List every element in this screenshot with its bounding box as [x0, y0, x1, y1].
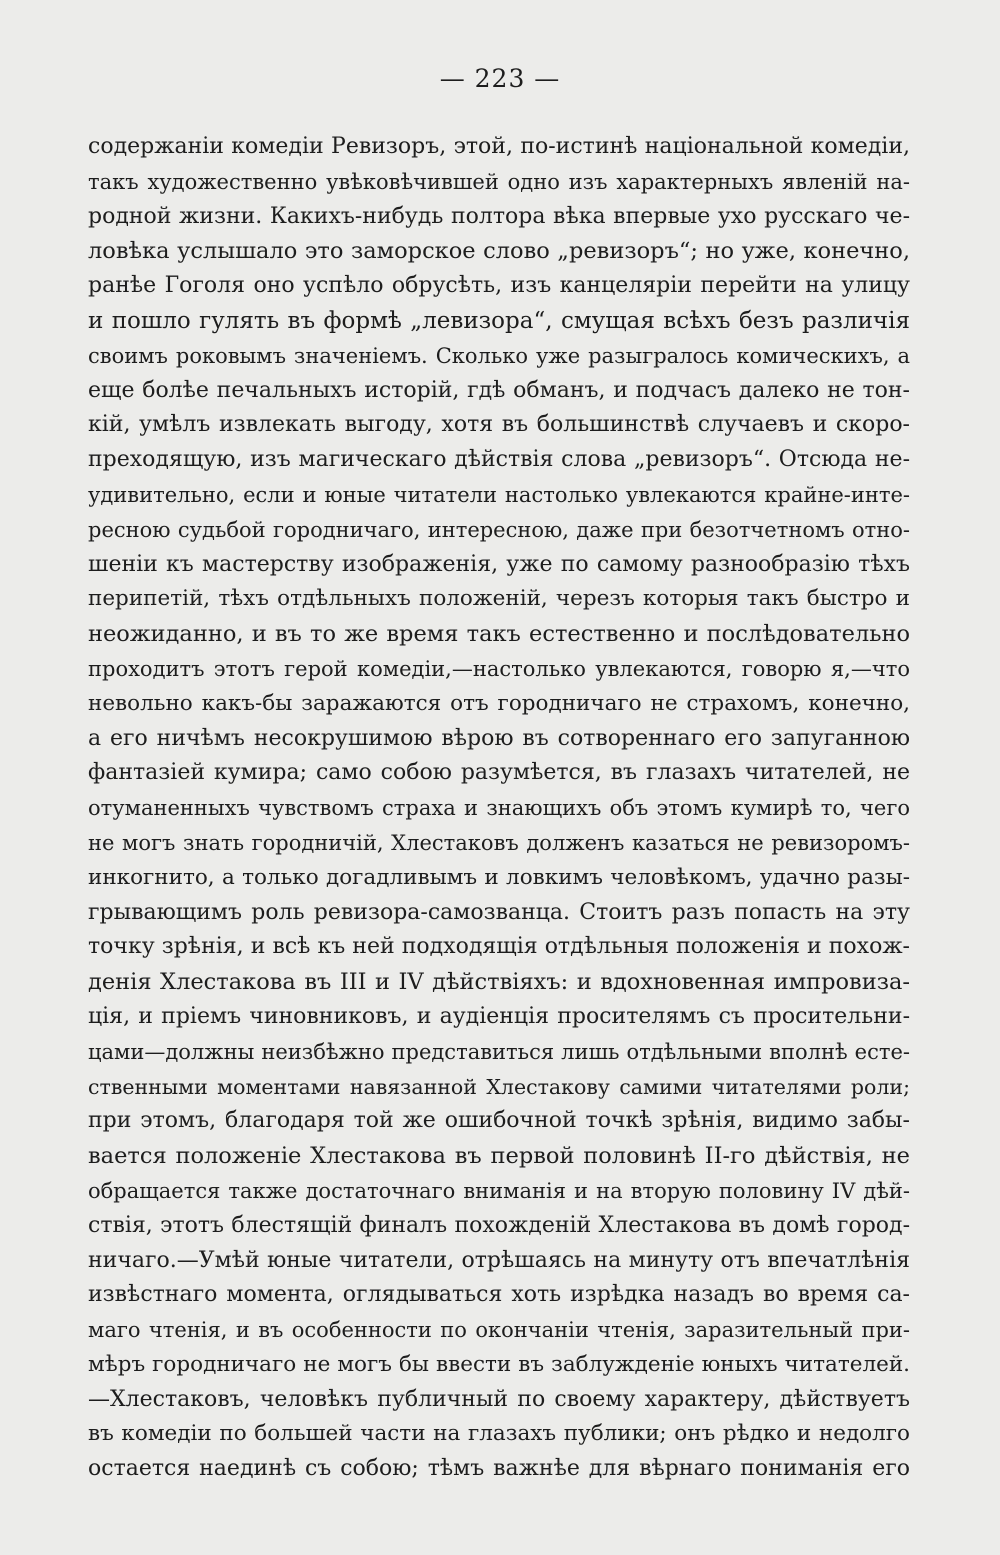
- text-line: грывающимъ роль ревизора-самозванца. Стоитъ разъ попасть на эту: [88, 899, 910, 925]
- text-line: отуманенныхъ чувствомъ страха и знающихъ объ этомъ кумирѣ то, чего: [88, 796, 910, 821]
- text-line: перипетiй, тѣхъ отдѣльныхъ положенiй, черезъ которыя такъ быстро и: [88, 586, 910, 612]
- text-line: кiй, умѣлъ извлекать выгоду, хотя въ большинствѣ случаевъ и скоро-: [88, 412, 910, 438]
- text-line: проходитъ этотъ герой комедiи,—настолько увлекаются, говорю я,—что: [88, 656, 910, 681]
- text-line: удивительно, если и юные читатели настолько увлекаются крайне-инте-: [88, 482, 910, 507]
- text-line: вается положенiе Хлестакова въ первой половинѣ II-го дѣйствiя, не: [88, 1143, 910, 1170]
- text-line: ничаго.—Умѣй юные читатели, отрѣшаясь на минуту отъ впечатлѣнiя: [88, 1247, 910, 1273]
- text-line: еще болѣе печальныхъ исторiй, гдѣ обманъ, и подчасъ далеко не тон-: [88, 377, 910, 403]
- text-line: фантазiей кумира; само собою разумѣется, въ глазахъ читателей, не: [88, 760, 910, 786]
- text-line: остается наединѣ съ собою; тѣмъ важнѣе для вѣрнаго пониманiя его: [88, 1456, 910, 1482]
- text-line: при этомъ, благодаря той же ошибочной точкѣ зрѣнiя, видимо забы-: [88, 1108, 910, 1134]
- text-line: такъ художественно увѣковѣчившей одно изъ характерныхъ явленiй на-: [88, 169, 910, 194]
- text-line: ловѣка услышало это заморское слово „ревизоръ“; но уже, конечно,: [88, 238, 910, 265]
- text-line: точку зрѣнiя, и всѣ къ ней подходящiя отдѣльныя положенiя и похож-: [88, 934, 910, 960]
- text-line: невольно какъ-бы заражаются отъ городничаго не страхомъ, конечно,: [88, 690, 910, 716]
- text-line: содержанiи комедiи Ревизоръ, этой, по-истинѣ нацiональной комедiи,: [88, 134, 910, 159]
- text-line: въ комедiи по большей части на глазахъ публики; онъ рѣдко и недолго: [88, 1421, 910, 1447]
- text-line: извѣстнаго момента, оглядываться хоть изрѣдка назадъ во время са-: [88, 1282, 910, 1308]
- text-line: ресною судьбой городничаго, интересною, даже при безотчетномъ отно-: [88, 517, 910, 542]
- text-line: и пошло гулять въ формѣ „левизора“, смущая всѣхъ безъ различiя: [88, 307, 910, 334]
- text-line: ранѣе Гоголя оно успѣло обрусѣть, изъ канцелярiи перейти на улицу: [88, 273, 910, 299]
- text-line: цiя, и прiемъ чиновниковъ, и аудiенцiя просителямъ съ просительни-: [88, 1003, 910, 1029]
- text-line: денiя Хлестакова въ III и IV дѣйствiяхъ: и вдохновенная импровиза-: [88, 969, 910, 996]
- text-line: а его ничѣмъ несокрушимою вѣрою въ сотвореннаго его запуганною: [88, 725, 910, 751]
- text-line: своимъ роковымъ значенiемъ. Сколько уже разыгралось комическихъ, а: [88, 343, 910, 368]
- text-line: ствiя, этотъ блестящiй финалъ похожденiй Хлестакова въ домѣ город-: [88, 1212, 910, 1238]
- text-line: маго чтенiя, и въ особенности по окончанiи чтенiя, заразительный при-: [88, 1318, 910, 1343]
- text-line: родной жизни. Какихъ-нибудь полтора вѣка впервые ухо русскаго че-: [88, 203, 910, 229]
- body-text: [88, 130, 910, 1487]
- text-line: цами—должны неизбѣжно представиться лишь отдѣльными вполнѣ есте-: [88, 1039, 910, 1064]
- text-line: ственными моментами навязанной Хлестакову самими читателями роли;: [88, 1074, 910, 1099]
- text-line: —Хлестаковъ, человѣкъ публичный по своему характеру, дѣйствуетъ: [88, 1386, 910, 1412]
- text-line: шенiи къ мастерству изображенiя, уже по самому разнообразiю тѣхъ: [88, 551, 910, 577]
- text-line: не могъ знать городничiй, Хлестаковъ долженъ казаться не ревизоромъ-: [88, 830, 910, 855]
- text-line: обращается также достаточнаго вниманiя и на вторую половину IV дѣй-: [88, 1178, 910, 1203]
- text-line: преходящую, изъ магическаго дѣйствiя слова „ревизоръ“. Отсюда не-: [88, 447, 910, 473]
- text-line: мѣръ городничаго не могъ бы ввести въ заблужденiе юныхъ читателей.: [88, 1351, 910, 1377]
- text-line: инкогнито, а только догадливымъ и ловкимъ человѣкомъ, удачно разы-: [88, 864, 910, 890]
- text-line: неожиданно, и въ то же время такъ естественно и послѣдовательно: [88, 621, 910, 648]
- page-number: — 223 —: [439, 64, 561, 93]
